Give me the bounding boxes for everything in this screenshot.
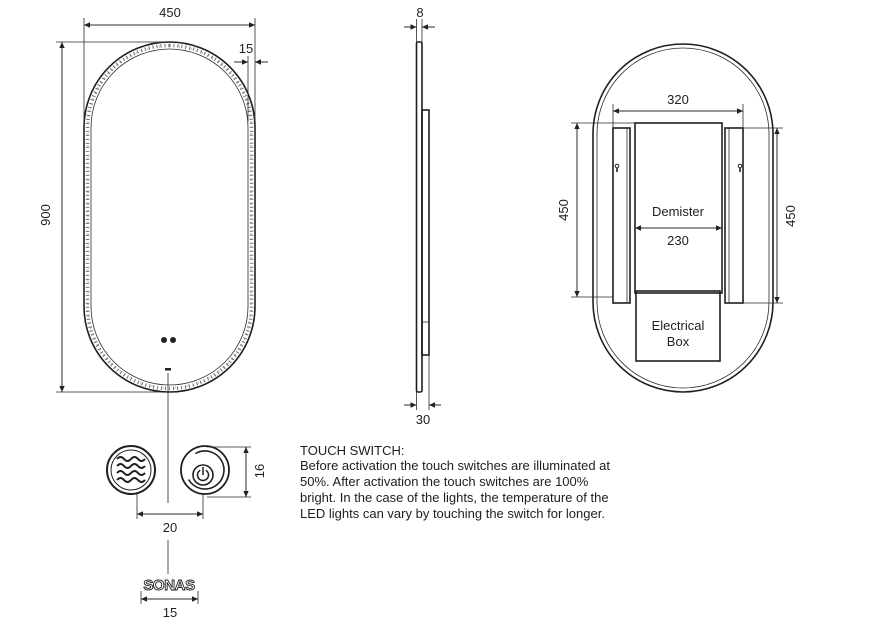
power-dimmer-icon: [181, 446, 229, 494]
right-height-label: 450: [783, 205, 798, 227]
switch-height-label: 16: [252, 463, 267, 479]
bracket-span-label: 320: [667, 92, 689, 107]
sensor-dot-right: [170, 337, 176, 343]
note-line: LED lights can vary by touching the switch for longer.: [300, 506, 605, 521]
wave-line: [117, 464, 145, 468]
note-line: bright. In the case of the lights, the temperature of the: [300, 490, 609, 505]
bracket-body: [725, 128, 743, 303]
keyhole-slot: [739, 168, 741, 172]
bracket-body: [613, 128, 630, 303]
demister-label: Demister: [651, 204, 705, 219]
width-dimension-label: 450: [159, 5, 181, 20]
note-line: 50%. After activation the touch switches are 100%: [300, 474, 589, 489]
keyhole-icon: [615, 164, 619, 168]
depth-label: 30: [415, 412, 431, 427]
front-view: [38, 5, 268, 503]
switch-ring-inner: [111, 450, 151, 490]
side-view: [404, 5, 441, 427]
right-hanging-bracket: [725, 128, 743, 303]
logo-width-label: 15: [162, 605, 178, 620]
sensor-dot-left: [161, 337, 167, 343]
left-height-label: 450: [556, 199, 571, 221]
keyhole-slot: [616, 168, 618, 172]
demister-width-label: 230: [667, 233, 689, 248]
demister-waves-icon: [107, 446, 155, 494]
touch-switches: [107, 446, 267, 574]
left-hanging-bracket: [613, 128, 630, 303]
led-band-texture: [88, 46, 252, 389]
back-frame-profile: [422, 110, 429, 355]
glass-thickness-label: 8: [416, 5, 424, 20]
switch-spacing-label: 20: [162, 520, 178, 535]
switch-ring-outer: [181, 446, 229, 494]
mirror-outline-outer: [84, 42, 255, 392]
logo-group: [141, 577, 198, 620]
touch-sensor-mark: [165, 368, 171, 371]
height-dimension-label: 900: [38, 204, 53, 226]
touch-switch-note: [300, 443, 610, 521]
led-band-dimension-label: 15: [238, 41, 254, 56]
electrical-box-label-line-1: Electrical: [651, 318, 705, 333]
switch-ring-outer: [107, 446, 155, 494]
back-view: [556, 44, 798, 392]
note-title: TOUCH SWITCH:: [300, 443, 405, 458]
brand-logo: SONAS: [143, 577, 195, 594]
mirror-glass-profile: [417, 42, 423, 392]
electrical-box-label-line-2: Box: [666, 334, 690, 349]
keyhole-icon: [738, 164, 742, 168]
led-band-texture-secondary: [88, 46, 251, 388]
wave-line: [117, 478, 145, 482]
wave-line: [117, 457, 145, 461]
mirror-outline-inner: [91, 49, 248, 385]
wave-line: [117, 471, 145, 475]
note-line: Before activation the touch switches are illuminated at: [300, 458, 611, 473]
